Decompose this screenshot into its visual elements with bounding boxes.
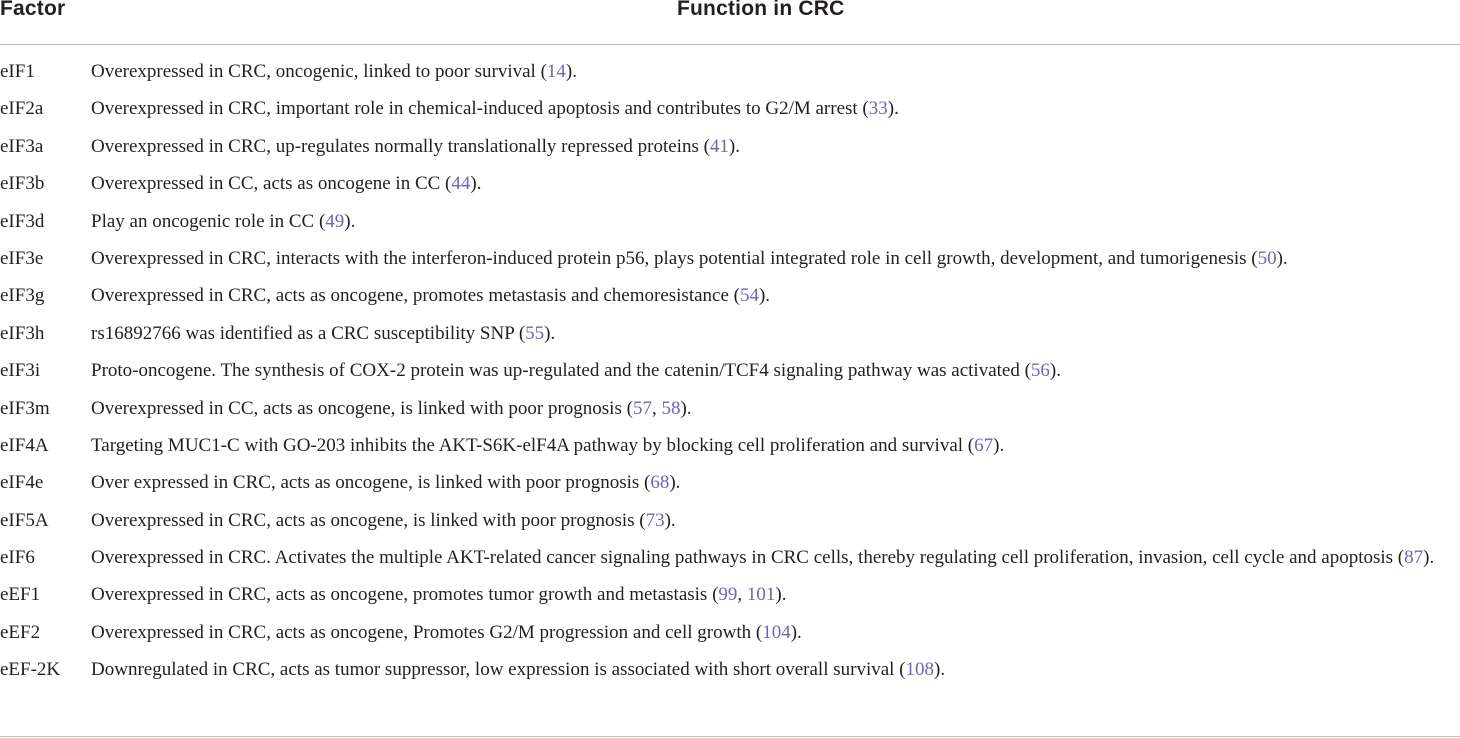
reference-link[interactable]: 87 — [1404, 547, 1424, 569]
function-cell — [91, 132, 1460, 161]
function-text: Play an oncogenic role in CC ( — [91, 210, 326, 232]
table-row — [0, 580, 1460, 609]
factor-cell: eIF3e — [0, 247, 44, 269]
table-bottom-rule — [0, 736, 1460, 737]
function-cell — [91, 506, 1460, 535]
factor-cell: eEF-2K — [0, 659, 61, 681]
function-text-end: ). — [758, 285, 771, 307]
table-row — [0, 431, 1460, 460]
function-text: Overexpressed in CRC. Activates the multiple AKT-related cancer signaling pathways in CRC cells, thereby regulating cell proliferation, invasion, cell cycle and apoptosis ( — [91, 547, 1405, 569]
reference-link[interactable]: 33 — [868, 98, 888, 120]
function-text: rs16892766 was identified as a CRC susceptibility SNP ( — [91, 322, 526, 344]
table-row — [0, 132, 1460, 161]
function-text: Targeting MUC1-C with GO-203 inhibits the AKT-S6K-elF4A pathway by blocking cell proliferation and survival ( — [91, 434, 975, 456]
function-cell — [91, 319, 1460, 348]
function-cell — [91, 431, 1460, 460]
factor-cell: eIF3a — [0, 135, 44, 157]
reference-link[interactable]: 68 — [650, 472, 670, 494]
function-text-end: ). — [565, 61, 577, 82]
factor-cell: eIF4A — [0, 434, 49, 456]
function-text-end: ). — [993, 434, 1005, 456]
column-header-function: Function in CRC — [677, 0, 845, 20]
function-cell — [91, 543, 1460, 572]
factor-cell: eEF1 — [0, 584, 41, 606]
function-text-end: ). — [470, 173, 482, 195]
reference-link[interactable]: 101 — [746, 584, 776, 606]
reference-link[interactable]: 50 — [1257, 247, 1277, 269]
function-cell — [91, 618, 1460, 647]
function-cell — [91, 281, 1460, 310]
function-text: Over expressed in CRC, acts as oncogene, is linked with poor prognosis ( — [91, 472, 651, 494]
function-text: Overexpressed in CRC, interacts with the interferon-induced protein p56, plays potential integrated role in cell growth, development, and tumorigenesis ( — [91, 247, 1258, 269]
function-text-end: ). — [544, 322, 556, 344]
function-text: Overexpressed in CRC, up-regulates normally translationally repressed proteins ( — [91, 135, 710, 157]
reference-link[interactable]: 104 — [762, 621, 791, 643]
function-text-end: ). — [887, 98, 899, 120]
function-text: Overexpressed in CRC, oncogenic, linked to poor survival ( — [91, 61, 547, 82]
function-text-end: ). — [790, 621, 802, 643]
factor-cell: eIF1 — [0, 61, 35, 82]
reference-link[interactable]: 73 — [645, 509, 665, 531]
reference-link[interactable]: 99 — [718, 584, 738, 606]
function-text-end: ). — [1049, 360, 1061, 382]
factor-cell: eIF3h — [0, 322, 45, 344]
table-row — [0, 655, 1460, 684]
factor-cell: eIF3b — [0, 173, 45, 195]
reference-link[interactable]: 56 — [1030, 360, 1050, 382]
function-cell — [91, 94, 1460, 123]
function-text: Overexpressed in CRC, important role in chemical-induced apoptosis and contributes to G2/M arrest ( — [91, 98, 869, 120]
table-row — [0, 57, 1460, 86]
reference-link[interactable]: 55 — [525, 322, 545, 344]
function-text-end: ). — [775, 584, 787, 606]
function-text-end: ). — [680, 397, 692, 419]
table-row — [0, 281, 1460, 310]
table-row — [0, 468, 1460, 497]
function-text: Proto-oncogene. The synthesis of COX-2 protein was up-regulated and the catenin/TCF4 signaling pathway was activated ( — [91, 360, 1031, 382]
function-cell — [91, 356, 1460, 385]
function-cell — [91, 57, 1460, 86]
function-text: Overexpressed in CRC, acts as oncogene, promotes metastasis and chemoresistance ( — [91, 285, 740, 307]
table-row — [0, 207, 1460, 236]
reference-link[interactable]: 108 — [905, 659, 935, 681]
function-text-end: ). — [344, 210, 356, 232]
table-row — [0, 543, 1460, 572]
table-row — [0, 618, 1460, 647]
function-text-end: ). — [1423, 547, 1435, 569]
column-header-factor: Factor — [0, 0, 66, 20]
reference-link[interactable]: 54 — [739, 285, 759, 307]
factor-cell: eIF3m — [0, 397, 50, 419]
reference-link[interactable]: 14 — [546, 61, 566, 82]
table-row — [0, 94, 1460, 123]
function-text: Overexpressed in CC, acts as oncogene in CC ( — [91, 173, 452, 195]
function-cell — [91, 394, 1460, 423]
function-cell — [91, 468, 1460, 497]
function-text-end: ). — [664, 509, 676, 531]
table-row — [0, 356, 1460, 385]
reference-separator: , — [737, 584, 747, 606]
table-body — [0, 57, 1460, 693]
function-cell — [91, 580, 1460, 609]
factor-cell: eEF2 — [0, 621, 41, 643]
table-row — [0, 169, 1460, 198]
function-cell — [91, 244, 1460, 273]
function-cell — [91, 207, 1460, 236]
reference-link[interactable]: 58 — [661, 397, 681, 419]
table-row — [0, 506, 1460, 535]
factor-cell: eIF4e — [0, 472, 44, 494]
reference-separator: , — [651, 397, 662, 419]
function-text: Overexpressed in CC, acts as oncogene, is linked with poor prognosis ( — [91, 397, 633, 419]
function-text-end: ). — [934, 659, 946, 681]
reference-link[interactable]: 67 — [974, 434, 994, 456]
function-text: Overexpressed in CRC, acts as oncogene, is linked with poor prognosis ( — [91, 509, 646, 531]
reference-link[interactable]: 57 — [632, 397, 652, 419]
function-text: Overexpressed in CRC, acts as oncogene, Promotes G2/M progression and cell growth ( — [91, 621, 763, 643]
factor-cell: eIF3i — [0, 360, 41, 382]
function-text: Overexpressed in CRC, acts as oncogene, promotes tumor growth and metastasis ( — [91, 584, 719, 606]
factor-cell: eIF5A — [0, 509, 49, 531]
function-text-end: ). — [1276, 247, 1288, 269]
factor-cell: eIF2a — [0, 98, 44, 120]
table-row — [0, 244, 1460, 273]
function-text: Downregulated in CRC, acts as tumor suppressor, low expression is associated with short overall survival ( — [91, 659, 906, 681]
factor-cell: eIF3d — [0, 210, 45, 232]
function-cell — [91, 169, 1460, 198]
function-text-end: ). — [728, 135, 740, 157]
table-row — [0, 319, 1460, 348]
factor-cell: eIF6 — [0, 547, 35, 569]
table-row — [0, 394, 1460, 423]
table-header — [0, 0, 1460, 45]
reference-link[interactable]: 44 — [451, 173, 471, 195]
function-text-end: ). — [669, 472, 681, 494]
factor-cell: eIF3g — [0, 285, 45, 307]
reference-link[interactable]: 41 — [709, 135, 729, 157]
function-cell — [91, 655, 1460, 684]
reference-link[interactable]: 49 — [325, 210, 345, 232]
